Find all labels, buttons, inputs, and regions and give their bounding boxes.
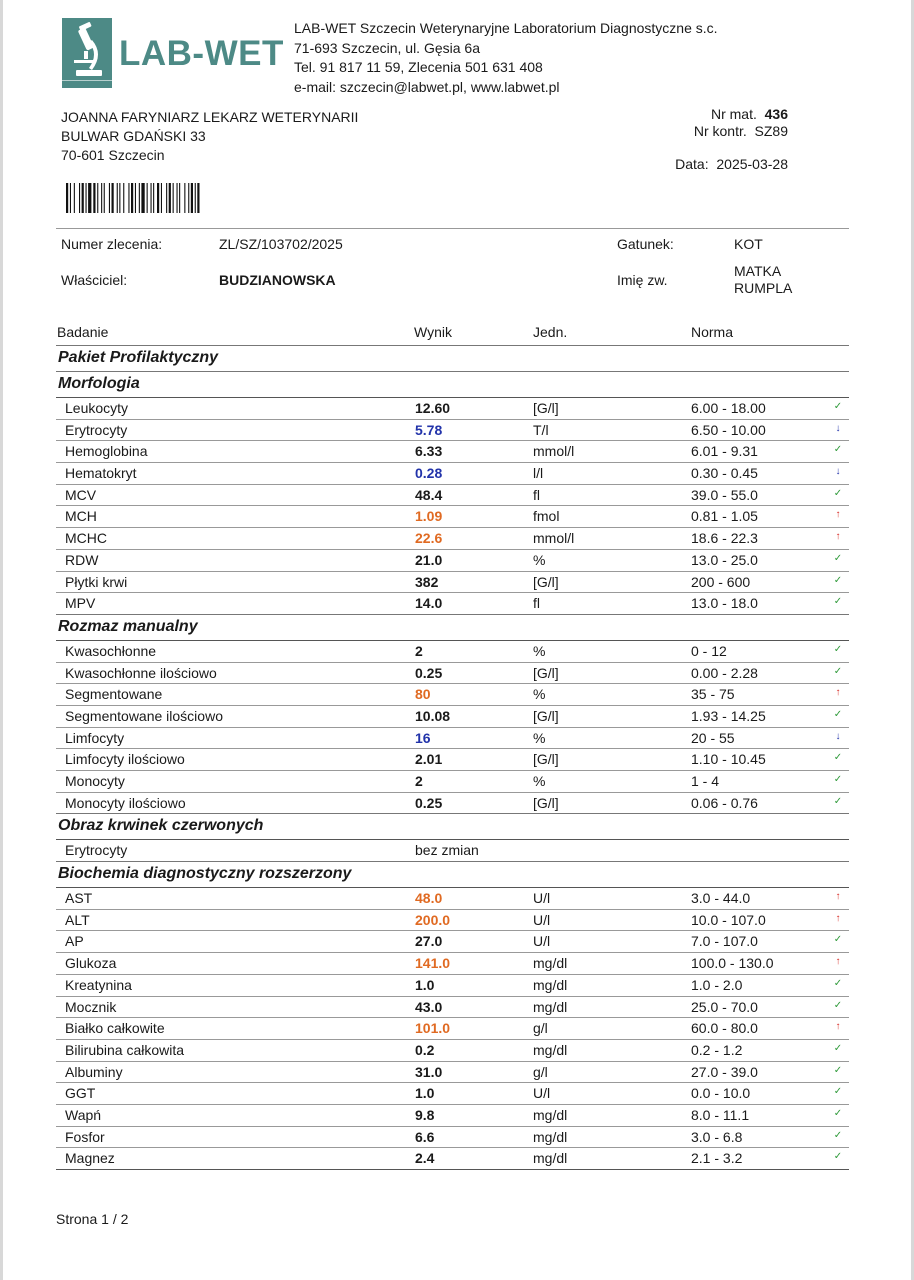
arrow-down-icon: ↓ (835, 466, 841, 478)
test-name: Erytrocyty (65, 842, 128, 859)
test-value: 10.08 (415, 707, 451, 724)
test-norm: 0.06 - 0.76 (691, 794, 758, 811)
result-row (56, 1061, 849, 1083)
check-icon: ✓ (833, 774, 843, 785)
test-norm: 60.0 - 80.0 (691, 1020, 758, 1037)
test-norm: 7.0 - 107.0 (691, 933, 758, 950)
owner-label: Właściciel: (61, 272, 128, 288)
test-unit: [G/l] (533, 707, 559, 724)
arrow-up-icon: ↑ (835, 912, 841, 924)
test-unit: [G/l] (533, 664, 559, 681)
test-value: 141.0 (415, 955, 451, 972)
test-name: Magnez (65, 1150, 115, 1167)
result-row (56, 662, 849, 684)
test-unit: mmol/l (533, 443, 575, 460)
test-value: 12.60 (415, 400, 451, 416)
test-norm: 35 - 75 (691, 686, 735, 703)
test-norm: 20 - 55 (691, 729, 735, 746)
test-name: Segmentowane ilościowo (65, 707, 223, 724)
test-name: MCHC (65, 530, 107, 547)
test-unit: % (533, 729, 546, 746)
lab-address: 71-693 Szczecin, ul. Gęsia 6a (294, 39, 480, 56)
check-icon: ✓ (833, 1151, 843, 1163)
test-value: 16 (415, 729, 431, 746)
arrow-down-icon: ↓ (835, 422, 841, 434)
test-name: Białko całkowite (65, 1020, 165, 1037)
test-name: Monocyty (65, 773, 125, 789)
test-value: 101.0 (415, 1020, 451, 1037)
test-unit: fl (533, 595, 540, 612)
test-name: Fosfor (65, 1128, 105, 1145)
result-row (56, 592, 849, 614)
test-name: ALT (65, 911, 90, 928)
test-value: 0.25 (415, 664, 443, 681)
test-name: Leukocyty (65, 400, 129, 416)
test-value: 0.2 (415, 1041, 435, 1058)
barcode-icon (66, 183, 254, 213)
test-value: 0.25 (415, 794, 443, 811)
test-norm: 0.00 - 2.28 (691, 664, 758, 681)
test-norm: 10.0 - 107.0 (691, 911, 766, 928)
lab-name: LAB-WET Szczecin Weterynaryjne Laboratorium Diagnostyczne s.c. (294, 20, 718, 36)
test-value: 6.6 (415, 1128, 435, 1145)
result-row (56, 527, 849, 549)
result-row (56, 887, 849, 909)
test-name: Kreatynina (65, 976, 132, 993)
test-unit: mg/dl (533, 1041, 568, 1058)
test-norm: 0.0 - 10.0 (691, 1085, 751, 1102)
test-name: MCH (65, 508, 97, 525)
lab-info (294, 19, 718, 97)
client-line-2: BULWAR GDAŃSKI 33 (61, 128, 206, 144)
test-name: Płytki krwi (65, 573, 128, 590)
test-norm: 1.93 - 14.25 (691, 707, 766, 724)
test-value: 14.0 (415, 595, 443, 612)
test-norm: 3.0 - 6.8 (691, 1128, 743, 1145)
arrow-down-icon: ↓ (835, 730, 841, 742)
test-value: 31.0 (415, 1063, 443, 1080)
test-value: 1.09 (415, 508, 443, 525)
result-row (56, 505, 849, 527)
result-row (56, 705, 849, 727)
test-norm: 13.0 - 25.0 (691, 551, 758, 568)
test-value: 2.4 (415, 1150, 435, 1167)
test-norm: 0.81 - 1.05 (691, 508, 758, 525)
test-unit: U/l (533, 933, 551, 950)
test-norm: 100.0 - 130.0 (691, 955, 774, 972)
order-number-label: Numer zlecenia: (61, 236, 163, 252)
result-row (56, 640, 849, 662)
test-norm: 3.0 - 44.0 (691, 890, 751, 907)
check-icon: ✓ (833, 552, 843, 564)
result-row (56, 727, 849, 749)
col-header-norm: Norma (691, 324, 734, 340)
result-row (56, 1082, 849, 1104)
section-header (56, 345, 849, 371)
test-value: 2 (415, 642, 423, 659)
test-norm: 39.0 - 55.0 (691, 486, 758, 503)
client-line-3: 70-601 Szczecin (61, 147, 165, 163)
arrow-up-icon: ↑ (835, 1021, 841, 1033)
test-unit: mmol/l (533, 530, 575, 547)
section-title: Morfologia (58, 375, 140, 392)
test-norm: 200 - 600 (691, 573, 751, 590)
result-row (56, 397, 849, 419)
result-row (56, 419, 849, 441)
result-row (56, 996, 849, 1018)
test-unit: % (533, 773, 546, 789)
test-value: 9.8 (415, 1106, 435, 1123)
arrow-up-icon: ↑ (835, 509, 841, 521)
test-norm: 0.30 - 0.45 (691, 465, 758, 482)
check-icon: ✓ (833, 999, 843, 1011)
owner-value: BUDZIANOWSKA (219, 272, 336, 288)
result-row (56, 748, 849, 770)
test-name: Monocyty ilościowo (65, 794, 186, 811)
result-row (56, 1147, 849, 1169)
test-value: 6.33 (415, 443, 443, 460)
logo-wordmark: LAB-WET (119, 34, 284, 73)
test-unit: [G/l] (533, 573, 559, 590)
test-name: Limfocyty ilościowo (65, 751, 185, 768)
result-row (56, 683, 849, 705)
results-table (56, 345, 849, 1170)
section-title: Rozmaz manualny (58, 617, 198, 635)
page-number: Strona 1 / 2 (56, 1211, 129, 1227)
section-title: Obraz krwinek czerwonych (58, 817, 264, 835)
result-row (56, 952, 849, 974)
result-row (56, 974, 849, 996)
test-name: Albuminy (65, 1063, 123, 1080)
test-value: 48.4 (415, 486, 443, 503)
check-icon: ✓ (833, 574, 843, 586)
test-name: Kwasochłonne (65, 642, 157, 659)
test-name: MCV (65, 486, 97, 503)
result-row (56, 792, 849, 814)
test-norm: 1.10 - 10.45 (691, 751, 766, 768)
section-header (56, 813, 849, 839)
result-row (56, 930, 849, 952)
check-icon: ✓ (833, 444, 843, 456)
test-name: Hemoglobina (65, 443, 148, 460)
test-unit: U/l (533, 1085, 551, 1102)
check-icon: ✓ (833, 487, 843, 499)
report-meta (675, 106, 788, 173)
test-name: Wapń (65, 1106, 102, 1123)
test-unit: mg/dl (533, 1106, 568, 1123)
arrow-up-icon: ↑ (835, 891, 841, 903)
test-name: AP (65, 933, 84, 950)
check-icon: ✓ (833, 708, 843, 720)
test-value: 43.0 (415, 998, 443, 1015)
page-edge-left (0, 0, 3, 1280)
test-unit: l/l (533, 465, 544, 482)
section-title: Pakiet Profilaktyczny (58, 349, 219, 366)
test-value: 382 (415, 573, 439, 590)
animal-name-value: MATKA RUMPLA (734, 263, 793, 296)
result-row (56, 1017, 849, 1039)
test-value: 1.0 (415, 1085, 435, 1102)
check-icon: ✓ (833, 665, 843, 677)
arrow-up-icon: ↑ (835, 687, 841, 699)
species-label: Gatunek: (617, 236, 674, 252)
client-line-1: JOANNA FARYNIARZ LEKARZ WETERYNARII (61, 109, 359, 125)
test-norm: 0 - 12 (691, 642, 727, 659)
col-header-test: Badanie (57, 324, 109, 340)
check-icon: ✓ (833, 596, 843, 608)
test-unit: [G/l] (533, 794, 559, 811)
test-name: Kwasochłonne ilościowo (65, 664, 217, 681)
check-icon: ✓ (833, 1107, 843, 1119)
test-unit: mg/dl (533, 955, 568, 972)
result-row (56, 839, 849, 861)
check-icon: ✓ (833, 1064, 843, 1076)
test-norm: 18.6 - 22.3 (691, 530, 758, 547)
test-value: 80 (415, 686, 431, 703)
test-norm: 1 - 4 (691, 773, 720, 789)
test-name: Mocznik (65, 998, 117, 1015)
control-number: Nr kontr. SZ89 (693, 123, 788, 139)
test-value: 1.0 (415, 976, 435, 993)
test-value: 200.0 (415, 911, 451, 928)
test-unit: fl (533, 486, 540, 503)
test-unit: mg/dl (533, 998, 568, 1015)
table-bottom-border (56, 1169, 849, 1170)
test-name: MPV (65, 595, 96, 612)
test-name: GGT (65, 1085, 96, 1102)
check-icon: ✓ (833, 1129, 843, 1141)
lab-phone: Tel. 91 817 11 59, Zlecenia 501 631 408 (294, 59, 543, 75)
check-icon: ✓ (833, 795, 843, 807)
test-name: Limfocyty (65, 729, 125, 746)
test-unit: mg/dl (533, 976, 568, 993)
result-row (56, 571, 849, 593)
test-name: Hematokryt (65, 465, 137, 482)
test-norm: 8.0 - 11.1 (691, 1106, 750, 1123)
test-norm: 27.0 - 39.0 (691, 1063, 758, 1080)
test-norm: 13.0 - 18.0 (691, 595, 758, 612)
test-norm: 2.1 - 3.2 (691, 1150, 743, 1167)
test-norm: 6.00 - 18.00 (691, 400, 766, 416)
result-row (56, 462, 849, 484)
check-icon: ✓ (833, 643, 843, 655)
arrow-up-icon: ↑ (835, 956, 841, 968)
order-number-value: ZL/SZ/103702/2025 (219, 236, 343, 252)
test-value: 2 (415, 773, 423, 789)
test-value: 27.0 (415, 933, 443, 950)
test-value: 0.28 (415, 465, 443, 482)
test-name: Bilirubina całkowita (65, 1041, 185, 1058)
result-row (56, 1104, 849, 1126)
check-icon: ✓ (833, 1042, 843, 1054)
col-header-result: Wynik (414, 324, 452, 340)
check-icon: ✓ (833, 977, 843, 989)
test-unit: [G/l] (533, 400, 559, 416)
test-unit: mg/dl (533, 1150, 568, 1167)
check-icon: ✓ (833, 401, 843, 412)
test-unit: % (533, 642, 546, 659)
section-header (56, 861, 849, 887)
test-unit: mg/dl (533, 1128, 568, 1145)
result-row (56, 1126, 849, 1148)
test-norm: 0.2 - 1.2 (691, 1041, 743, 1058)
check-icon: ✓ (833, 752, 843, 764)
test-name: Glukoza (65, 955, 117, 972)
material-number: Nr mat. 436 (710, 106, 788, 122)
test-value: bez zmian (415, 842, 479, 859)
microscope-logo-icon (62, 18, 112, 88)
test-unit: U/l (533, 911, 551, 928)
arrow-up-icon: ↑ (835, 531, 841, 543)
test-unit: T/l (533, 421, 549, 438)
test-unit: U/l (533, 890, 551, 907)
test-name: RDW (65, 551, 99, 568)
test-unit: % (533, 551, 546, 568)
test-unit: g/l (533, 1063, 548, 1080)
result-row (56, 484, 849, 506)
test-norm: 6.01 - 9.31 (691, 443, 758, 460)
test-norm: 1.0 - 2.0 (691, 976, 743, 993)
animal-name-label: Imię zw. (617, 272, 668, 288)
test-value: 5.78 (415, 421, 443, 438)
check-icon: ✓ (833, 934, 843, 946)
lab-email: e-mail: szczecin@labwet.pl, www.labwet.pl (294, 78, 560, 95)
test-norm: 6.50 - 10.00 (691, 421, 766, 438)
test-unit: g/l (533, 1020, 548, 1037)
section-title: Biochemia diagnostyczny rozszerzony (58, 865, 352, 883)
test-unit: fmol (533, 508, 560, 525)
test-value: 48.0 (415, 890, 443, 907)
test-value: 22.6 (415, 530, 443, 547)
test-name: AST (65, 890, 93, 907)
result-row (56, 770, 849, 792)
test-norm: 25.0 - 70.0 (691, 998, 758, 1015)
section-header (56, 371, 849, 397)
section-header (56, 614, 849, 640)
test-name: Segmentowane (65, 686, 163, 703)
test-unit: % (533, 686, 546, 703)
test-value: 2.01 (415, 751, 443, 768)
result-row (56, 549, 849, 571)
result-row (56, 1039, 849, 1061)
col-header-unit: Jedn. (533, 324, 568, 340)
test-unit: [G/l] (533, 751, 559, 768)
check-icon: ✓ (833, 1086, 843, 1098)
test-value: 21.0 (415, 551, 443, 568)
test-name: Erytrocyty (65, 421, 128, 438)
result-row (56, 440, 849, 462)
result-row (56, 909, 849, 931)
report-date: Data: 2025-03-28 (675, 156, 788, 172)
client-address (61, 108, 358, 165)
divider (56, 228, 849, 229)
species-value: KOT (734, 236, 763, 252)
